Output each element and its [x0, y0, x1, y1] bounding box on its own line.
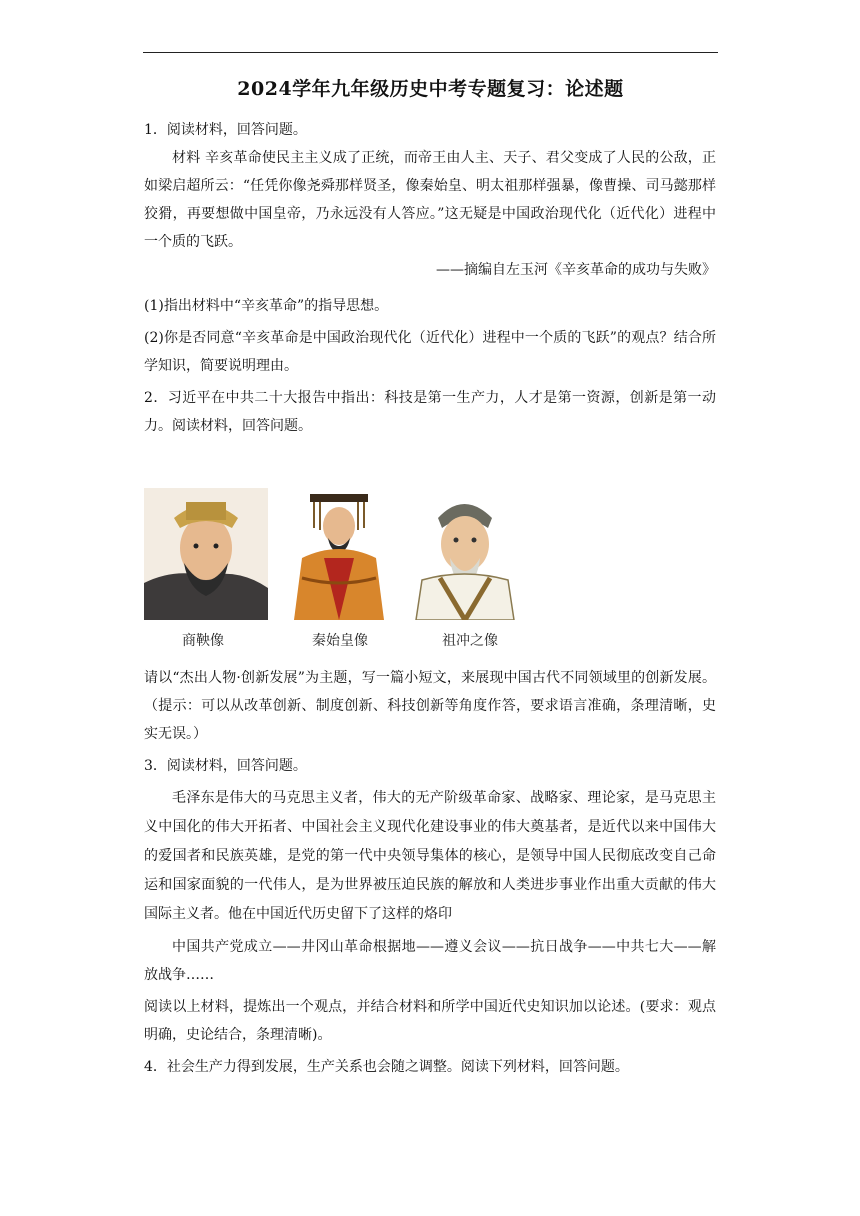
- q1-material: 材料 辛亥革命使民主主义成了正统，而帝王由人主、天子、君父变成了人民的公敌，正如梁启超所云：“任凭你像尧舜那样贤圣，像秦始皇、明太祖那样强暴，像曹操、司马懿那样狡猾，再要想做中国皇帝，乃永远没有人答应。”这无疑是中国政治现代化（近代化）进程中一个质的飞跃。: [144, 150, 716, 250]
- q1-source: ——摘编自左玉河《辛亥革命的成功与失败》: [436, 262, 716, 278]
- caption-qin-shi-huang: 秦始皇像: [312, 633, 368, 649]
- caption-shang-yang: 商鞅像: [182, 633, 224, 649]
- q2-stem: 2．习近平在中共二十大报告中指出：科技是第一生产力，人才是第一资源，创新是第一动力。阅读材料，回答问题。: [144, 390, 716, 434]
- portrait-figures: [144, 488, 544, 658]
- q1-sub2: (2)你是否同意“辛亥革命是中国政治现代化（近代化）进程中一个质的飞跃”的观点？结合所学知识，简要说明理由。: [144, 330, 716, 374]
- page-title: 2024学年九年级历史中考专题复习：论述题: [237, 78, 624, 100]
- q3-timeline: 中国共产党成立——井冈山革命根据地——遵义会议——抗日战争——中共七大——解放战争……: [144, 939, 716, 983]
- shang-yang-portrait: [144, 488, 268, 620]
- question-1: [144, 116, 716, 440]
- q2-prompt: 请以“杰出人物·创新发展”为主题，写一篇小短文，来展现中国古代不同领域里的创新发展。（提示：可以从改革创新、制度创新、科技创新等角度作答，要求语言准确，条理清晰，史实无误。）: [144, 670, 716, 742]
- q3-stem: 3．阅读材料，回答问题。: [144, 758, 307, 774]
- q1-sub1: (1)指出材料中“辛亥革命”的指导思想。: [144, 298, 389, 314]
- q1-stem: 1．阅读材料，回答问题。: [144, 122, 307, 138]
- q4-stem: 4．社会生产力得到发展，生产关系也会随之调整。阅读下列材料，回答问题。: [144, 1059, 629, 1075]
- header-rule: [143, 52, 718, 53]
- q3-prompt: 阅读以上材料，提炼出一个观点，并结合材料和所学中国近代史知识加以论述。(要求：观点明确，史论结合，条理清晰)。: [144, 999, 716, 1043]
- caption-zu-chongzhi: 祖冲之像: [442, 633, 498, 649]
- question-2-prompt: [144, 664, 716, 1081]
- q3-material: 毛泽东是伟大的马克思主义者，伟大的无产阶级革命家、战略家、理论家，是马克思主义中国化的伟大开拓者、中国社会主义现代化建设事业的伟大奠基者，是近代以来中国伟大的爱国者和民族英雄，是党的第一代中央领导集体的核心，是领导中国人民彻底改变自己命运和国家面貌的一代伟人，是为世界被压迫民族的解放和人类进步事业作出重大贡献的伟大国际主义者。他在中国近代历史留下了这样的烙印: [144, 790, 716, 922]
- qin-shi-huang-portrait: [284, 488, 394, 620]
- zu-chongzhi-portrait: [410, 488, 518, 620]
